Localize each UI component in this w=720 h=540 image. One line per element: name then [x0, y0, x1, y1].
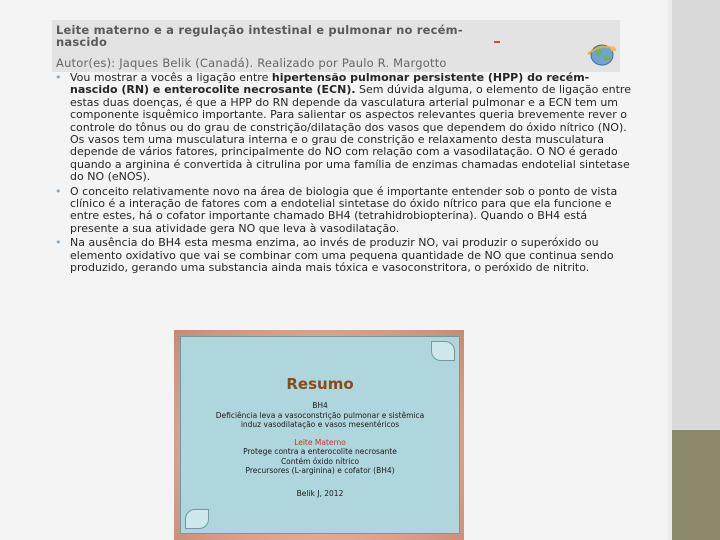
bullet-text: Na ausência do BH4 esta mesma enzima, ao invés de produzir NO, vai produzir o superóxido ou elemento oxidativo que vai se combinar com uma pequena quantidade de NO que continua sendo produzido, gerando uma substancia ainda mais tóxica e vasoconstritora, o peróxido de nitrito. [70, 236, 614, 275]
right-sidebar-lower-block [672, 430, 720, 540]
bullet-dot: • [55, 236, 62, 250]
bullet-text: O conceito relativamente novo na área de biologia que é importante entender sob o ponto de vista clínico é a interação de fatores com a endotelial sintetase do óxido nítrico para que ela funcione e entre estes, há o cofator importante chamado BH4 (tetrahidrobiopterina). Quando o BH4 está presente a sua atividade gera NO que leva à vasodilatação. [70, 184, 618, 235]
scroll-curl-top [431, 341, 455, 361]
bullet-text-bold: hipertensão pulmonar persistente (HPP) do recém-nascido (RN) e enterocolite necrosante (ECN). [70, 71, 590, 97]
slide-author: Autor(es): Jaques Belik (Canadá). Realizado por Paulo R. Margotto [56, 56, 447, 70]
bullet-text-pre: Vou mostrar a vocês a ligação entre [70, 71, 272, 84]
summary-title: Resumo [286, 375, 354, 393]
summary-line: induz vasodilatação e vasos mesentéricos [240, 420, 400, 429]
summary-figure [174, 330, 464, 540]
summary-line: Contém óxido nítrico [280, 457, 360, 466]
slide-body [52, 72, 632, 277]
scroll-curl-bottom [185, 509, 209, 529]
summary-scroll [180, 336, 460, 534]
summary-line: Precursores (L-arginina) e cofator (BH4) [245, 466, 395, 475]
summary-line: Belik J, 2012 [296, 489, 344, 498]
globe-icon [586, 40, 618, 68]
bullet-dot: • [55, 71, 62, 84]
slide-title: Leite materno e a regulação intestinal e pulmonar no recém-nascido [56, 23, 463, 49]
summary-line: Protege contra a enterocolite necrosante [243, 447, 397, 456]
bullet-item [52, 72, 632, 184]
bullet-item [52, 186, 632, 236]
slide-header [52, 20, 620, 72]
summary-line: BH4 [312, 401, 328, 410]
bullet-dot: • [55, 184, 62, 198]
bullet-text-post: Sem dúvida alguma, o elemento de ligação entre estas duas doenças, é que a HPP do RN depende da vasculatura arterial pulmonar e a ECN tem um componente isquêmico importante. Para salientar os aspectos relevantes queria brevemente rever o controle do tônus ou do grau de constrição/dilatação dos vasos que dependem do óxido nítrico (NO). Os vasos tem uma musculatura interna e o grau de constrição e relaxamento desta musculatura depende de vários fatores, principalmente do NO com relação com a vasodilatação. O NO é gerado quando a arginina é convertida à citrulina por uma família de enzimas chamadas endotelial sintetase do NO (eNOS). [70, 83, 631, 184]
summary-line: Deficiência leva a vasoconstrição pulmonar e sistêmica [215, 411, 425, 420]
accent-dash [494, 41, 500, 43]
summary-line: Leite Materno [294, 438, 346, 447]
bullet-item [52, 237, 632, 274]
